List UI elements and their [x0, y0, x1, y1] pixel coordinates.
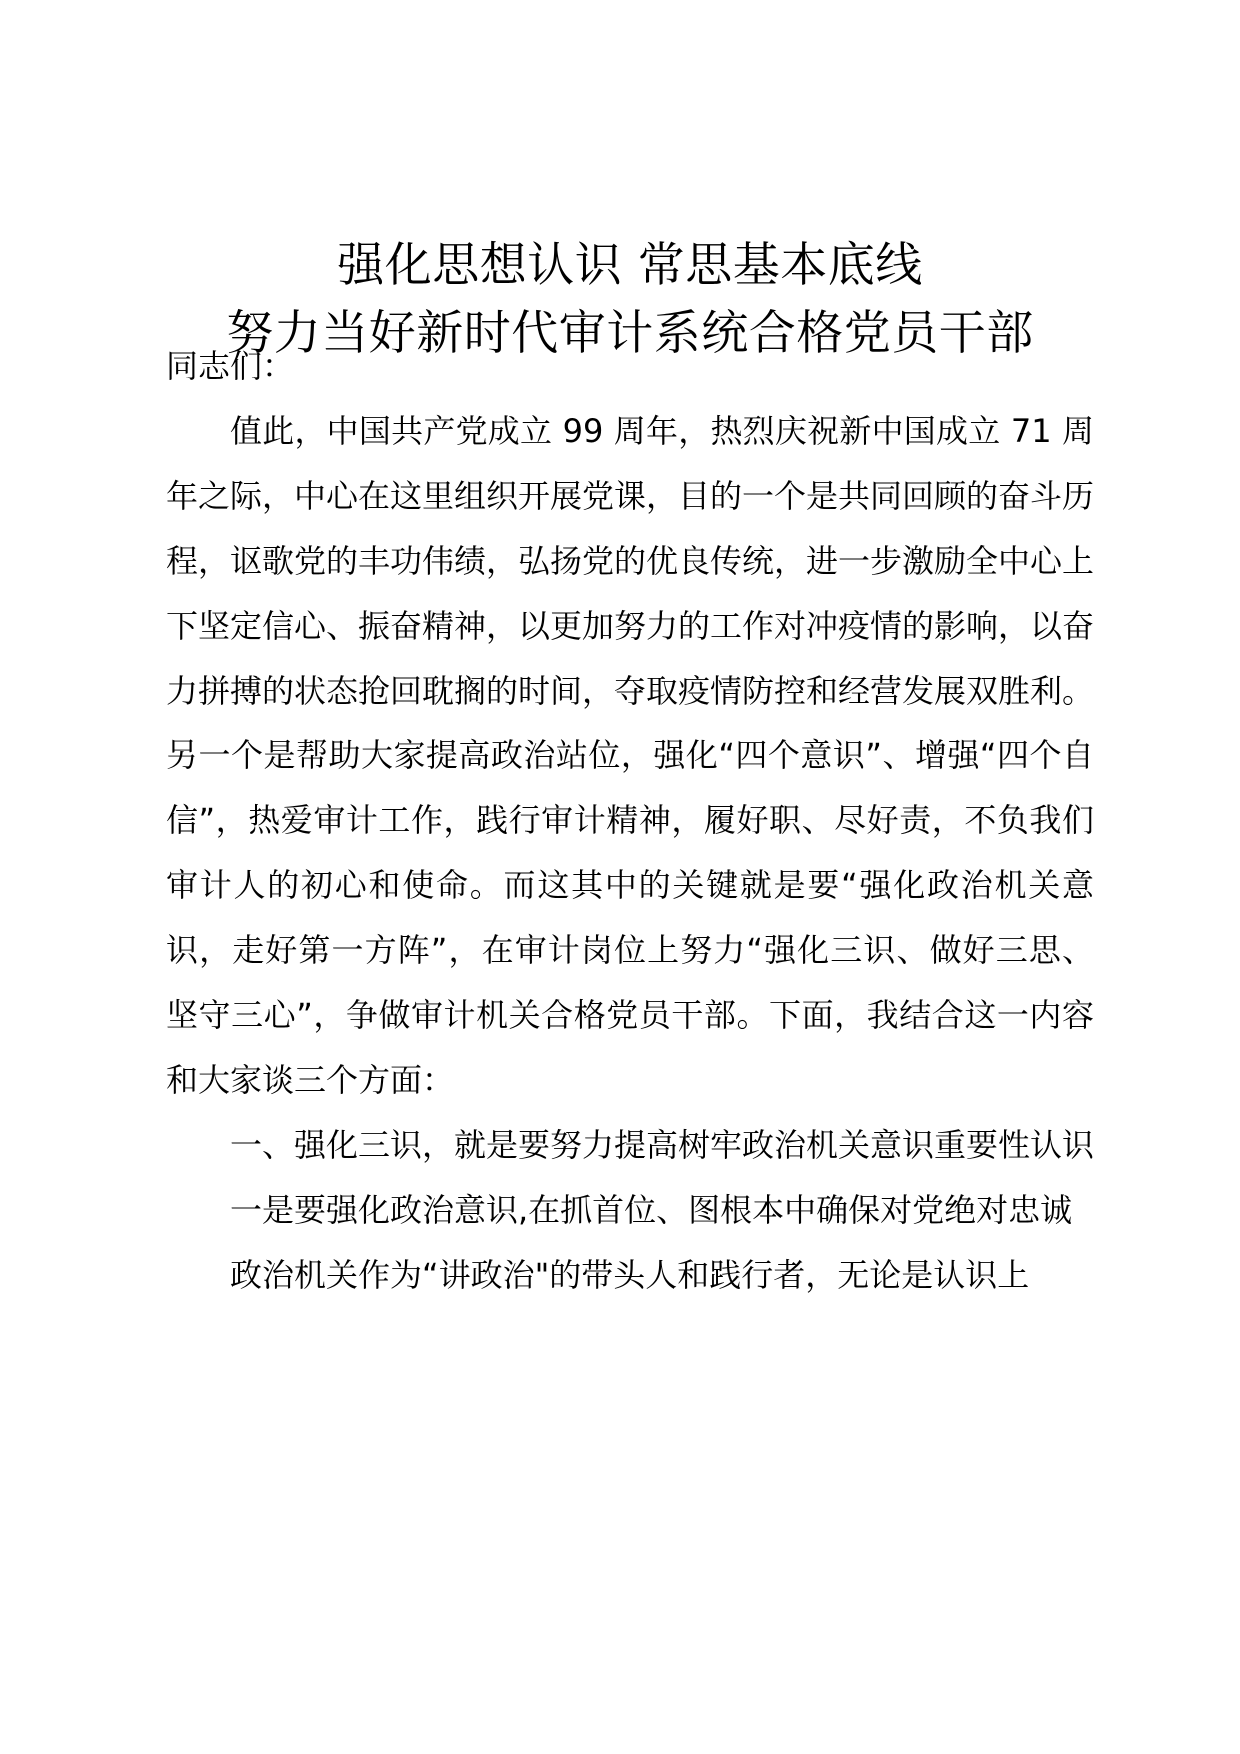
- document-title-line-2: 努力当好新时代审计系统合格党员干部: [226, 306, 1034, 361]
- subsection-heading-1: 一是要强化政治意识,在抓首位、图根本中确保对党绝对忠诚: [230, 1190, 1073, 1229]
- section-heading-1: 一、强化三识，就是要努力提高树牢政治机关意识重要性认识: [230, 1125, 1095, 1164]
- document-body: [166, 334, 1094, 1308]
- document-title-line-1: 强化思想认识 常思基本底线: [337, 238, 923, 293]
- paragraph-body: 政治机关作为“讲政治"的带头人和践行者，无论是认识上: [230, 1255, 1030, 1294]
- salutation: 同志们：: [166, 347, 295, 385]
- paragraph-intro: 值此，中国共产党成立 99 周年，热烈庆祝新中国成立 71 周年之际，中心在这里组织开展党课，目的一个是共同回顾的奋斗历程，讴歌党的丰功伟绩，弘扬党的优良传统，进一步激励全中心上下坚定信心、振奋精神，以更加努力的工作对冲疫情的影响，以奋力拼搏的状态抢回耽搁的时间，夺取疫情防控和经营发展双胜利。另一个是帮助大家提高政治站位，强化“四个意识”、增强“四个自信”，热爱审计工作，践行审计精神，履好职、尽好责，不负我们审计人的初心和使命。而这其中的关键就是要“强化政治机关意识，走好第一方阵”，在审计岗位上努力“强化三识、做好三思、坚守三心”，争做审计机关合格党员干部。下面，我结合这一内容和大家谈三个方面：: [166, 411, 1095, 1099]
